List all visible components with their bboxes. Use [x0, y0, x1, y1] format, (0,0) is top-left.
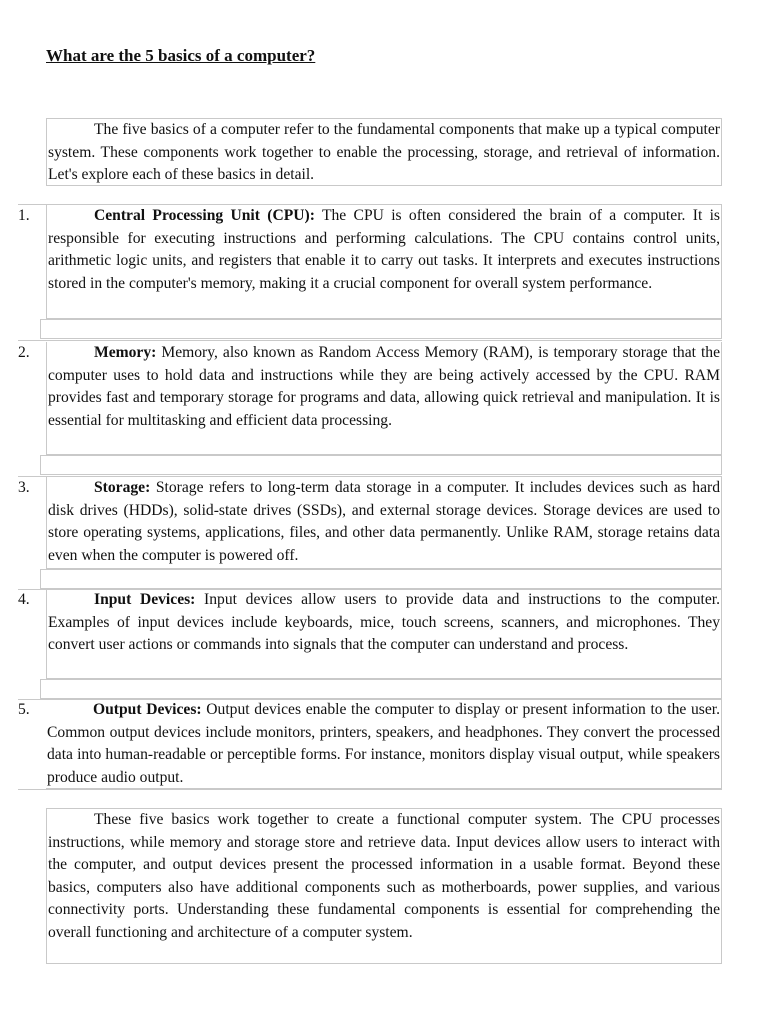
- item-1-box: [46, 205, 722, 319]
- item-4-number: 4.: [18, 591, 30, 608]
- item-3-number: 3.: [18, 479, 30, 496]
- item-5-number: 5.: [18, 701, 30, 718]
- item-4-box: [46, 589, 722, 679]
- item-4-paragraph: [48, 589, 720, 657]
- item-1-term: Central Processing Unit (CPU):: [94, 207, 315, 224]
- item-2-paragraph: [48, 342, 720, 432]
- conclusion-paragraph-box: [46, 808, 722, 964]
- conclusion-paragraph: These five basics work together to create a functional computer system. The CPU processes instructions, while memory and storage store and retrieve data. Input devices allow users to interact with the computer, and output devices present the processed information in a usable format. Beyond these basics, computers also have additional components such as motherboards, power supplies, and various connectivity ports. Understanding these fundamental components is essential for comprehending the overall functioning and architecture of a computer system.: [48, 811, 720, 941]
- item-2-box: [46, 342, 722, 455]
- item-2-spacer: [40, 455, 722, 475]
- page-title: What are the 5 basics of a computer?: [46, 46, 316, 65]
- item-3-text: Storage refers to long-term data storage in a computer. It includes devices such as hard disk drives (HDDs), solid-state drives (SSDs), and external storage devices. Storage devices are used to store operating systems, applications, files, and other data permanently. Unlike RAM, storage retains data even when the computer is powered off.: [48, 479, 720, 564]
- item-2-term: Memory:: [94, 344, 157, 361]
- item-3-term: Storage:: [94, 479, 151, 496]
- item-5-term: Output Devices:: [93, 701, 202, 718]
- item-1-spacer: [40, 319, 722, 339]
- item-1-text: The CPU is often considered the brain of a computer. It is responsible for executing instructions and performing calculations. The CPU contains control units, arithmetic logic units, and registers that enable it to carry out tasks. It interprets and executes instructions stored in the computer's memory, making it a crucial component for overall system performance.: [48, 207, 721, 292]
- item-1-number: 1.: [18, 207, 30, 224]
- item-3-spacer: [40, 569, 722, 589]
- item-5-bottom-border: [18, 789, 722, 790]
- item-3-paragraph: [48, 477, 720, 567]
- item-2-number: 2.: [18, 344, 30, 361]
- item-2-top-border: [18, 340, 722, 341]
- item-2-text: Memory, also known as Random Access Memory (RAM), is temporary storage that the computer uses to hold data and instructions while they are being actively accessed by the CPU. RAM provides fast and temporary storage for programs and data, allowing quick retrieval and manipulation. It is essential for multitasking and efficient data processing.: [48, 344, 720, 429]
- intro-paragraph: The five basics of a computer refer to the fundamental components that make up a typical computer system. These components work together to enable the processing, storage, and retrieval of information. Let's explore each of these basics in detail.: [48, 121, 720, 183]
- item-5-paragraph: [47, 699, 720, 789]
- item-4-spacer: [40, 679, 722, 699]
- item-4-term: Input Devices:: [94, 591, 196, 608]
- item-3-box: [46, 477, 722, 569]
- item-4-text: Input devices allow users to provide data and instructions to the computer. Examples of input devices include keyboards, mice, touch screens, scanners, and microphones. They convert user actions or commands into signals that the computer can understand and process.: [48, 591, 720, 653]
- item-5-text: Output devices enable the computer to display or present information to the user. Common output devices include monitors, printers, speakers, and headphones. They convert the processed data into human-readable or perceptible forms. For instance, monitors display visual output, while speakers produce audio output.: [47, 701, 720, 786]
- item-1-paragraph: [48, 205, 720, 295]
- intro-paragraph-box: [46, 118, 722, 186]
- item-5-box: [46, 699, 722, 789]
